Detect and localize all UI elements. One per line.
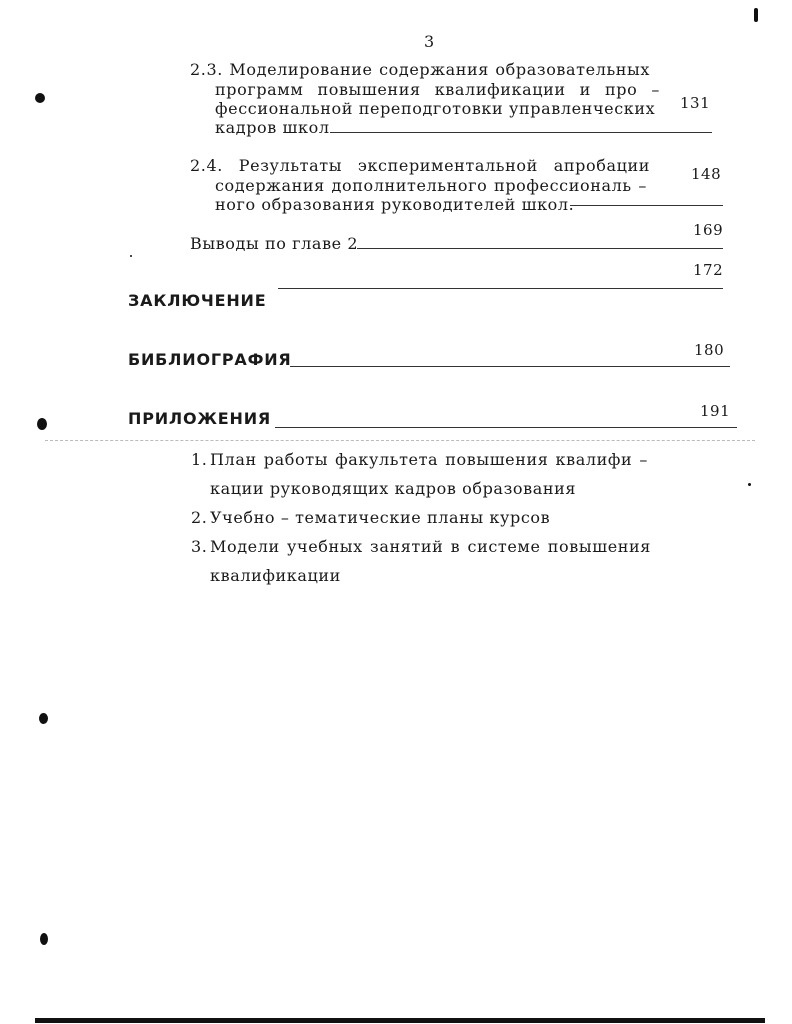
toc-conclusion-heading: ЗАКЛЮЧЕНИЕ [128, 291, 267, 310]
page-number: 3 [424, 32, 435, 51]
scan-speck [130, 255, 132, 257]
appendix-1-line-2: кации руководящих кадров образования [210, 479, 577, 498]
appendix-1-line-1: План работы факультета повышения квалифи – [210, 450, 648, 469]
toc-2-4-page: 148 [691, 165, 722, 183]
scan-speck [37, 418, 47, 430]
toc-conclusions-label: Выводы по главе 2 [190, 234, 359, 253]
toc-conclusion-leader [278, 288, 723, 289]
toc-2-4-line-1: 2.4. Результаты экспериментальной апробации [190, 156, 650, 175]
toc-bibliography-page: 180 [694, 341, 725, 359]
toc-2-3-line-1: 2.3. Моделирование содержания образовательных [190, 60, 650, 79]
appendix-3-line-1: Модели учебных занятий в системе повышения [210, 537, 651, 556]
toc-conclusions-page: 169 [693, 221, 724, 239]
toc-2-3-leader [330, 132, 712, 133]
toc-bibliography-heading: БИБЛИОГРАФИЯ [128, 350, 292, 369]
toc-conclusion-page: 172 [693, 261, 724, 279]
toc-2-4-line-2: содержания дополнительного профессиональ – [215, 176, 647, 195]
toc-2-3-line-2: программ повышения квалификации и про – [215, 80, 660, 99]
toc-appendices-leader [275, 427, 737, 428]
scan-dashed-line [45, 440, 755, 441]
scan-speck [35, 93, 45, 103]
appendix-3-line-2: квалификации [210, 566, 341, 585]
appendix-2-number: 2. [191, 508, 208, 527]
appendix-2-line-1: Учебно – тематические планы курсов [210, 508, 551, 527]
scan-speck [40, 933, 48, 945]
scan-speck [754, 8, 758, 22]
scan-speck [39, 713, 48, 724]
toc-2-3-page: 131 [680, 94, 711, 112]
toc-appendices-page: 191 [700, 402, 731, 420]
scan-bottom-edge [35, 1018, 765, 1023]
toc-conclusions-leader [357, 248, 723, 249]
toc-2-4-leader [570, 205, 723, 206]
toc-bibliography-leader [290, 366, 730, 367]
toc-2-3-line-3: фессиональной переподготовки управленческих [215, 99, 656, 118]
appendix-1-number: 1. [191, 450, 208, 469]
toc-appendices-heading: ПРИЛОЖЕНИЯ [128, 409, 272, 428]
toc-2-4-line-3: ного образования руководителей школ. [215, 195, 575, 214]
scan-speck [748, 483, 751, 486]
appendix-3-number: 3. [191, 537, 208, 556]
toc-2-3-line-4: кадров школ [215, 118, 330, 137]
